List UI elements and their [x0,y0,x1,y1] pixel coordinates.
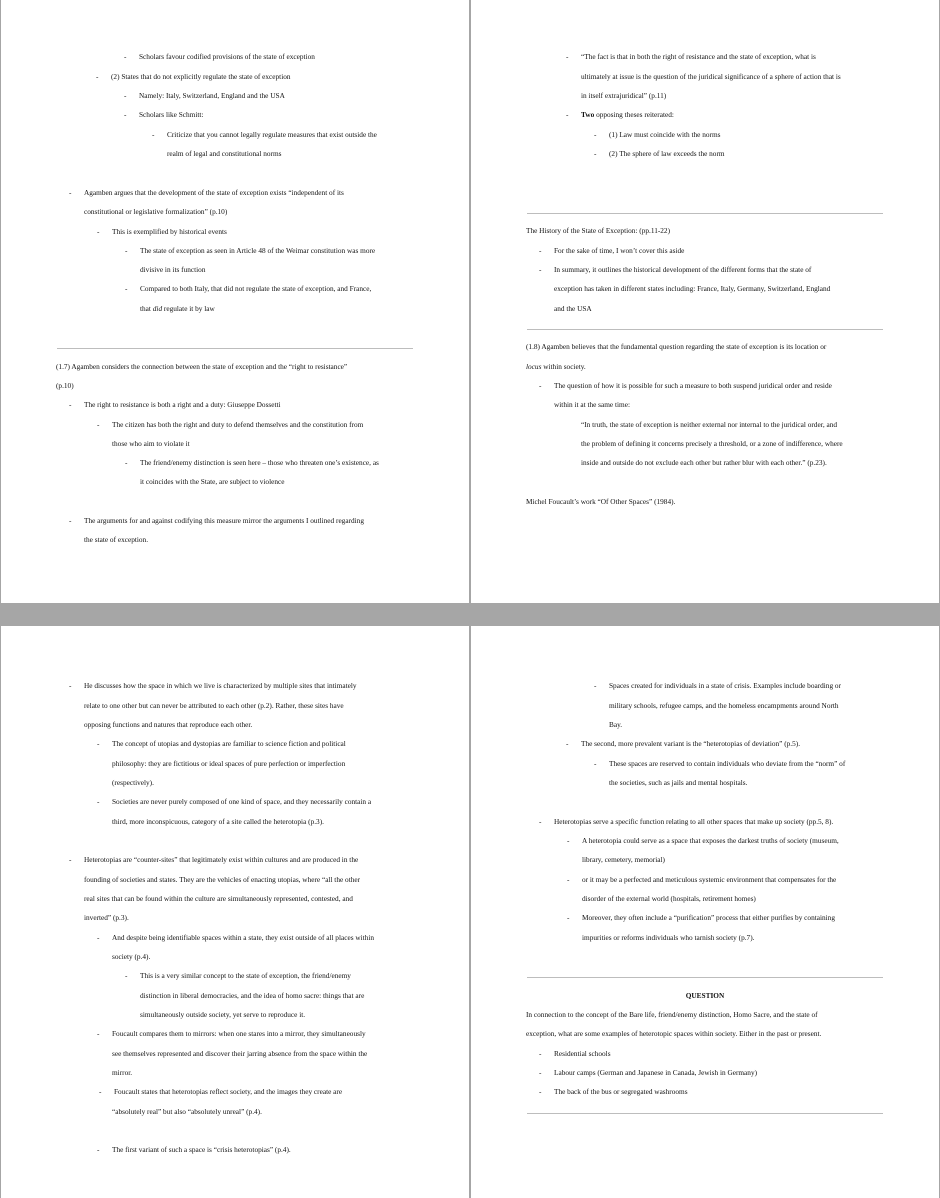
text-line: The state of exception as seen in Article 48 of the Weimar constitution was more [140,246,376,255]
text-line: opposing functions and natures that reproduce each other. [84,720,253,729]
text-line: In connection to the concept of the Bare life, friend/enemy distinction, Homo Sacre, and the state of [526,1010,818,1019]
text-line: (1.7) Agamben considers the connection between the state of exception and the “right to resistance” [56,362,348,371]
text-line: Spaces created for individuals in a state of crisis. Examples include boarding or [609,681,842,690]
bullet: - [566,739,569,748]
text-line: relate to one other but can never be attributed to each other (p.2). Rather, these sites have [84,701,344,710]
text-line: distinction in liberal democracies, and the idea of homo sacre: things that are [140,991,365,1000]
bullet: - [96,72,99,81]
text-line: Agamben argues that the development of the state of exception exists “independent of its [84,188,344,197]
text-line: Two opposing theses reiterated: [581,110,674,119]
text-line: The friend/enemy distinction is seen here – those who threaten one’s existence, as [140,458,379,467]
bullet: - [539,1068,542,1077]
document-page-3 [1,626,469,1198]
quote-line: inside and outside do not exclude each other but rather blur with each other.” (p.23). [581,458,827,467]
bullet: - [97,1145,100,1154]
text-line: He discusses how the space in which we live is characterized by multiple sites that intimately [84,681,357,690]
text-line: see themselves represented and discover their jarring absence from the space within the [112,1049,368,1058]
text-line: The second, more prevalent variant is the “heterotopias of deviation” (p.5). [581,739,801,748]
bullet: - [97,420,100,429]
bullet: - [69,400,72,409]
text-line: “The fact is that in both the right of resistance and the state of exception, what is [581,52,816,61]
text-line: Bay. [609,720,623,729]
text-line: (2) States that do not explicitly regulate the state of exception [111,72,291,81]
bullet: - [539,265,542,274]
bullet: - [97,1029,100,1038]
text-line: Foucault compares them to mirrors: when one stares into a mirror, they simultaneously [112,1029,366,1038]
question-heading: QUESTION [685,991,725,1000]
document-page-1 [1,0,469,603]
divider [527,213,883,214]
text-line: mirror. [112,1068,133,1077]
bullet: - [594,130,597,139]
bullet: - [566,110,569,119]
text-line: Heterotopias serve a specific function relating to all other spaces that make up society (pp.5, 8). [554,817,834,826]
bullet: - [125,458,128,467]
text-line: A heterotopia could serve as a space that exposes the darkest truths of society (museum, [582,836,839,845]
text-line: it coincides with the State, are subject to violence [140,477,285,486]
text-line: Societies are never purely composed of one kind of space, and they necessarily contain a [112,797,372,806]
text-line: This is a very similar concept to the state of exception, the friend/enemy [140,971,351,980]
text-line: divisive in its function [140,265,206,274]
text-line: The History of the State of Exception: (pp.11-22) [526,226,671,235]
text-line: Criticize that you cannot legally regulate measures that exist outside the [167,130,377,139]
text-line: The arguments for and against codifying this measure mirror the arguments I outlined regarding [84,516,364,525]
text-line: The concept of utopias and dystopias are familiar to science fiction and political [112,739,346,748]
text-line: constitutional or legislative formalization” (p.10) [84,207,228,216]
text-line: impurities or reforms individuals who tarnish society (p.7). [582,933,755,942]
text-line: Namely: Italy, Switzerland, England and the USA [139,91,285,100]
text-line: the state of exception. [84,535,149,544]
bullet: - [69,516,72,525]
bullet: - [567,913,570,922]
text-line: or it may be a perfected and meticulous systemic environment that compensates for the [582,875,837,884]
bullet: - [125,246,128,255]
bullet: - [124,110,127,119]
divider [57,348,413,349]
bullet: - [539,817,542,826]
document-page-4 [471,626,939,1198]
bullet: - [539,1049,542,1058]
text-line: third, more inconspicuous, category of a site called the heterotopia (p.3). [112,817,324,826]
bullet: - [539,1087,542,1096]
text-line: In summary, it outlines the historical development of the different forms that the state of [554,265,812,274]
bullet: - [567,836,570,845]
bullet: - [97,739,100,748]
text-line: the societies, such as jails and mental hospitals. [609,778,748,787]
text-line: The question of how it is possible for such a measure to both suspend juridical order and reside [554,381,832,390]
text-line: disorder of the external world (hospitals, retirement homes) [582,894,756,903]
text-line: Scholars like Schmitt: [139,110,204,119]
quote-line: “In truth, the state of exception is neither external nor internal to the juridical order, and [581,420,838,429]
text-line: (p.10) [56,381,74,390]
text-line: Michel Foucault’s work “Of Other Spaces” (1984). [526,497,676,506]
text-line: (2) The sphere of law exceeds the norm [609,149,725,158]
document-page-2 [471,0,939,603]
bullet: - [594,149,597,158]
answer-item: Residential schools [554,1049,611,1058]
text-line: Moreover, they often include a “purification” process that either purifies by containing [582,913,835,922]
text-line: exception, what are some examples of heterotopic spaces within society. Either in the past or present. [526,1029,822,1038]
divider [527,977,883,978]
text-line: For the sake of time, I won’t cover this aside [554,246,685,255]
text-line: Foucault states that heterotopias reflect society, and the images they create are [114,1087,343,1096]
text-line: simultaneously outside society, yet serve to reproduce it. [140,1010,306,1019]
text-line: The first variant of such a space is “crisis heterotopias” (p.4). [112,1145,291,1154]
quote-line: the problem of defining it concerns precisely a threshold, or a zone of indifference, where [581,439,843,448]
divider [527,329,883,330]
text-line: realm of legal and constitutional norms [167,149,282,158]
answer-item: Labour camps (German and Japanese in Canada, Jewish in Germany) [554,1068,758,1077]
text-line: exception has taken in different states including: France, Italy, Germany, Switzerland, England [554,284,831,293]
bullet: - [69,188,72,197]
text-line: Heterotopias are “counter-sites” that legitimately exist within cultures and are produced in the [84,855,359,864]
text-line: society (p.4). [112,952,151,961]
text-line: military schools, refugee camps, and the homeless encampments around North [609,701,839,710]
bullet: - [594,681,597,690]
text-line: real sites that can be found within the culture are simultaneously represented, contested, and [84,894,353,903]
text-line: that did regulate it by law [140,304,215,313]
text-line: within it at the same time: [554,400,630,409]
text-line: locus within society. [526,362,586,371]
bullet: - [99,1087,102,1096]
bullet: - [594,759,597,768]
text-line: These spaces are reserved to contain individuals who deviate from the “norm” of [609,759,846,768]
bullet: - [567,875,570,884]
bullet: - [125,971,128,980]
text-line: those who aim to violate it [112,439,190,448]
bullet: - [69,855,72,864]
text-line: (1.8) Agamben believes that the fundamental question regarding the state of exception is its location or [526,342,827,351]
text-line: inverted” (p.3). [84,913,129,922]
bullet: - [97,797,100,806]
text-line: “absolutely real” but also “absolutely unreal” (p.4). [112,1107,262,1116]
text-line: (1) Law must coincide with the norms [609,130,721,139]
text-line: ultimately at issue is the question of the juridical significance of a sphere of action that is [581,72,841,81]
text-line: And despite being identifiable spaces within a state, they exist outside of all places within [112,933,375,942]
text-line: and the USA [554,304,592,313]
text-line: This is exemplified by historical events [112,227,227,236]
bullet: - [69,681,72,690]
text-line: Compared to both Italy, that did not regulate the state of exception, and France, [140,284,372,293]
text-line: in itself extrajuridical” (p.11) [581,91,667,100]
bullet: - [97,933,100,942]
bullet: - [97,227,100,236]
bullet: - [539,381,542,390]
text-line: (respectively). [112,778,154,787]
text-line: The right to resistance is both a right and a duty: Giuseppe Dossetti [84,400,281,409]
text-line: library, cemetery, memorial) [582,855,665,864]
text-line: philosophy: they are fictitious or ideal spaces of pure perfection or imperfection [112,759,346,768]
divider [527,1113,883,1114]
bullet: - [566,52,569,61]
text-line: Scholars favour codified provisions of the state of exception [139,52,315,61]
answer-item: The back of the bus or segregated washrooms [554,1087,688,1096]
text-line: The citizen has both the right and duty to defend themselves and the constitution from [112,420,364,429]
bullet: - [539,246,542,255]
bullet: - [152,130,155,139]
bullet: - [125,284,128,293]
bullet: - [124,52,127,61]
bullet: - [124,91,127,100]
text-line: founding of societies and states. They are the vehicles of enacting utopias, where “all the other [84,875,361,884]
